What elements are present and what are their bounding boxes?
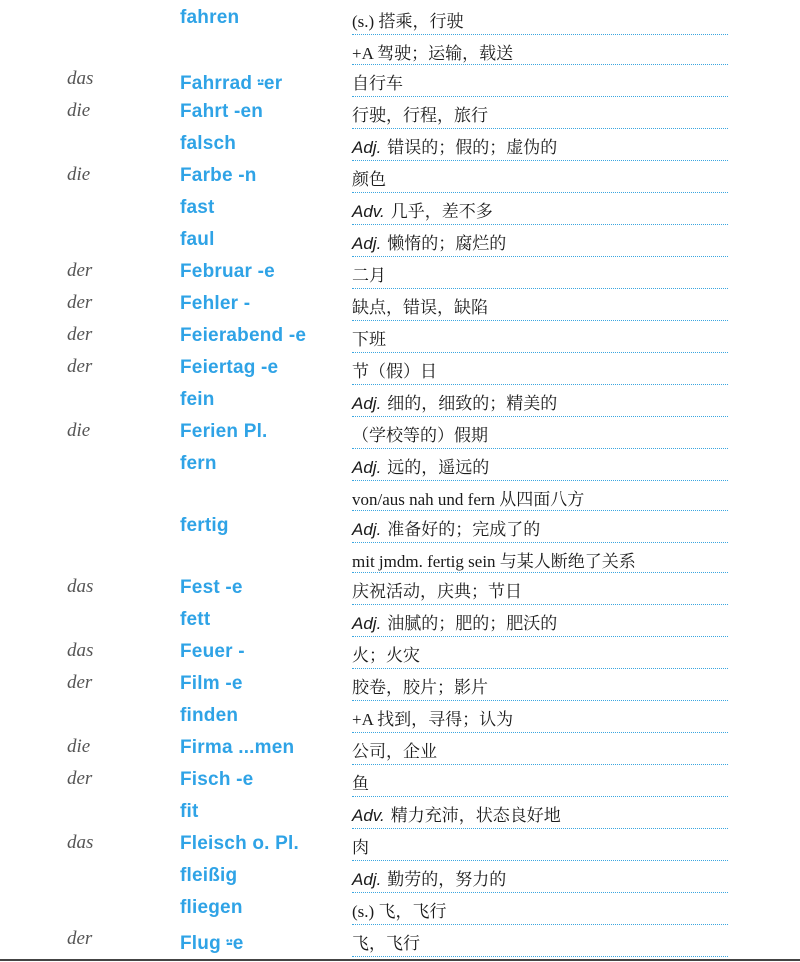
entry-meaning [352, 293, 488, 318]
entry-headword: Fleisch o. Pl. [180, 833, 299, 854]
entry-meaning [352, 69, 403, 94]
entry-headword: Firma ...men [180, 737, 295, 758]
entry-meaning-cell [352, 861, 728, 893]
entry-headword: fahren [180, 7, 240, 28]
vocab-entry [0, 637, 800, 669]
vocab-entry [0, 449, 800, 511]
entry-article: das [67, 576, 94, 597]
entry-meaning [352, 229, 506, 254]
entry-headword: Ferien Pl. [180, 421, 268, 442]
entry-main-line [0, 97, 800, 129]
vocab-entry [0, 701, 800, 733]
entry-meaning-cell [352, 637, 728, 669]
entry-article: der [67, 768, 93, 789]
vocab-entry [0, 669, 800, 701]
entry-meaning [352, 705, 513, 730]
entry-meaning [352, 165, 386, 190]
part-of-speech: Adv. [352, 202, 385, 221]
entry-headword: falsch [180, 133, 237, 154]
entry-main-line [0, 765, 800, 797]
entry-headword: Film -e [180, 673, 243, 694]
entry-headword: Fahrt -en [180, 101, 264, 122]
vocab-entry [0, 353, 800, 385]
entry-meaning [352, 737, 437, 762]
meaning-text: 庆祝活动，庆典；节日 [352, 582, 522, 601]
entry-main-line [0, 65, 800, 97]
entry-main-line [0, 605, 800, 637]
entry-headword: Fahrrad ⸚er [180, 73, 283, 94]
vocab-entry [0, 3, 800, 65]
meaning-text: 远的，遥远的 [387, 458, 490, 477]
entry-meaning [352, 769, 369, 794]
vocab-entry [0, 97, 800, 129]
entry-meaning-cell [352, 765, 728, 797]
entry-article: der [67, 672, 93, 693]
meaning-text: 错误的；假的；虚伪的 [387, 138, 558, 157]
entry-headword: fertig [180, 515, 229, 536]
entry-meaning [352, 133, 557, 158]
part-of-speech: Adv. [352, 806, 385, 825]
entry-meaning-cell [352, 701, 728, 733]
entry-meaning [352, 453, 489, 478]
meaning-text: 缺点，错误，缺陷 [352, 298, 488, 317]
entry-meaning [352, 897, 446, 922]
vocab-entry [0, 573, 800, 605]
entry-main-line [0, 161, 800, 193]
entry-article: der [67, 324, 93, 345]
entry-article: die [67, 736, 91, 757]
entry-meaning-cell [352, 193, 728, 225]
entry-headword: fliegen [180, 897, 243, 918]
entry-headword: Fisch -e [180, 769, 254, 790]
entry-meaning-cell [352, 385, 728, 417]
meaning-text: 自行车 [352, 74, 403, 93]
entry-meaning-cell [352, 829, 728, 861]
entry-meaning-cell [352, 573, 728, 605]
entry-extra-line [0, 543, 800, 573]
entry-meaning [352, 325, 386, 350]
entry-meaning [352, 547, 636, 572]
entry-headword: fit [180, 801, 199, 822]
vocab-entry [0, 193, 800, 225]
entry-main-line [0, 225, 800, 257]
entry-main-line [0, 861, 800, 893]
entry-headword: Feuer - [180, 641, 245, 662]
entry-headword: Fest -e [180, 577, 243, 598]
part-of-speech: Adj. [352, 870, 382, 889]
entry-headword: fleißig [180, 865, 238, 886]
entry-meaning-cell [352, 797, 728, 829]
vocab-entry [0, 797, 800, 829]
meaning-text: （学校等的）假期 [352, 426, 488, 445]
entry-meaning-cell [352, 129, 728, 161]
entry-main-line [0, 925, 800, 957]
entry-main-line [0, 511, 800, 543]
vocab-entry [0, 829, 800, 861]
meaning-text: 飞，飞行 [352, 934, 420, 953]
entry-meaning [352, 485, 584, 510]
vocab-entry [0, 161, 800, 193]
vocab-entry [0, 511, 800, 573]
meaning-text: 油腻的；肥的；肥沃的 [387, 614, 558, 633]
entry-main-line [0, 321, 800, 353]
vocabulary-list [0, 3, 800, 957]
entry-headword: finden [180, 705, 239, 726]
entry-main-line [0, 573, 800, 605]
entry-main-line [0, 449, 800, 481]
meaning-text: 准备好的；完成了的 [387, 520, 541, 539]
meaning-text: (s.) 飞，飞行 [352, 902, 447, 921]
entry-meaning [352, 357, 437, 382]
entry-headword: Flug ⸚e [180, 933, 244, 954]
entry-meaning-cell [352, 161, 728, 193]
entry-meaning-cell [352, 225, 728, 257]
entry-meaning [352, 261, 386, 286]
meaning-text: mit jmdm. fertig sein 与某人断绝了关系 [352, 552, 636, 571]
meaning-text: 火；火灾 [352, 646, 420, 665]
entry-meaning-cell [352, 65, 728, 97]
meaning-text: 精力充沛，状态良好地 [390, 806, 561, 825]
entry-headword: fern [180, 453, 217, 474]
entry-meaning [352, 515, 540, 540]
vocab-entry [0, 733, 800, 765]
entry-headword: Fehler - [180, 293, 251, 314]
entry-headword: Februar -e [180, 261, 275, 282]
vocab-entry [0, 257, 800, 289]
entry-main-line [0, 669, 800, 701]
part-of-speech: Adj. [352, 394, 382, 413]
meaning-text: 节（假）日 [352, 362, 437, 381]
meaning-text: 下班 [352, 330, 386, 349]
entry-meaning-cell [352, 449, 728, 481]
vocab-entry [0, 129, 800, 161]
meaning-text: 勤劳的，努力的 [387, 870, 507, 889]
entry-article: der [67, 260, 93, 281]
entry-meaning [352, 7, 463, 32]
entry-main-line [0, 893, 800, 925]
entry-main-line [0, 417, 800, 449]
vocab-entry [0, 385, 800, 417]
entry-extra-line [0, 481, 800, 511]
entry-headword: fett [180, 609, 211, 630]
meaning-text: +A 找到，寻得；认为 [352, 710, 514, 729]
entry-article: der [67, 928, 93, 949]
entry-headword: Farbe -n [180, 165, 257, 186]
entry-headword: fein [180, 389, 215, 410]
entry-main-line [0, 193, 800, 225]
entry-meaning-cell [352, 35, 728, 65]
vocab-entry [0, 417, 800, 449]
entry-meaning-cell [352, 3, 728, 35]
entry-article: der [67, 356, 93, 377]
entry-meaning-cell [352, 893, 728, 925]
entry-article: die [67, 100, 91, 121]
entry-meaning [352, 609, 557, 634]
page-bottom-border [0, 959, 800, 961]
entry-article: das [67, 640, 94, 661]
vocab-entry [0, 225, 800, 257]
entry-headword: fast [180, 197, 215, 218]
entry-meaning [352, 673, 488, 698]
meaning-text: 鱼 [352, 774, 369, 793]
entry-meaning-cell [352, 481, 728, 511]
meaning-text: 肉 [352, 838, 369, 857]
entry-main-line [0, 637, 800, 669]
vocab-entry [0, 861, 800, 893]
vocab-entry [0, 925, 800, 957]
entry-main-line [0, 385, 800, 417]
entry-meaning-cell [352, 733, 728, 765]
entry-meaning [352, 197, 493, 222]
entry-meaning-cell [352, 97, 728, 129]
entry-article: das [67, 832, 94, 853]
entry-meaning [352, 865, 506, 890]
entry-main-line [0, 829, 800, 861]
part-of-speech: Adj. [352, 138, 382, 157]
entry-meaning-cell [352, 257, 728, 289]
entry-meaning [352, 833, 369, 858]
entry-meaning-cell [352, 417, 728, 449]
entry-meaning [352, 101, 488, 126]
meaning-text: 细的，细致的；精美的 [387, 394, 558, 413]
meaning-text: 懒惰的；腐烂的 [387, 234, 507, 253]
entry-meaning [352, 39, 513, 64]
entry-headword: faul [180, 229, 215, 250]
entry-meaning-cell [352, 511, 728, 543]
entry-meaning-cell [352, 353, 728, 385]
part-of-speech: Adj. [352, 520, 382, 539]
entry-main-line [0, 353, 800, 385]
entry-main-line [0, 257, 800, 289]
meaning-text: 胶卷，胶片；影片 [352, 678, 488, 697]
meaning-text: 颜色 [352, 170, 386, 189]
meaning-text: (s.) 搭乘，行驶 [352, 12, 464, 31]
entry-main-line [0, 3, 800, 35]
vocab-entry [0, 321, 800, 353]
entry-meaning-cell [352, 543, 728, 573]
entry-meaning [352, 421, 488, 446]
entry-article: die [67, 420, 91, 441]
meaning-text: von/aus nah und fern 从四面八方 [352, 490, 585, 509]
meaning-text: 公司，企业 [352, 742, 437, 761]
meaning-text: 行驶，行程，旅行 [352, 106, 488, 125]
vocab-entry [0, 765, 800, 797]
meaning-text: 二月 [352, 266, 386, 285]
entry-article: die [67, 164, 91, 185]
entry-main-line [0, 129, 800, 161]
part-of-speech: Adj. [352, 458, 382, 477]
entry-meaning-cell [352, 321, 728, 353]
entry-meaning-cell [352, 605, 728, 637]
entry-article: der [67, 292, 93, 313]
part-of-speech: Adj. [352, 234, 382, 253]
entry-meaning [352, 577, 522, 602]
part-of-speech: Adj. [352, 614, 382, 633]
meaning-text: +A 驾驶；运输，载送 [352, 44, 514, 63]
entry-meaning [352, 801, 561, 826]
entry-meaning [352, 389, 557, 414]
entry-meaning-cell [352, 669, 728, 701]
entry-headword: Feierabend -e [180, 325, 307, 346]
meaning-text: 几乎，差不多 [390, 202, 493, 221]
entry-extra-line [0, 35, 800, 65]
entry-meaning [352, 641, 420, 666]
entry-main-line [0, 701, 800, 733]
vocab-entry [0, 289, 800, 321]
vocab-entry [0, 605, 800, 637]
entry-main-line [0, 289, 800, 321]
vocab-entry [0, 65, 800, 97]
entry-headword: Feiertag -e [180, 357, 279, 378]
entry-meaning-cell [352, 925, 728, 957]
entry-article: das [67, 68, 94, 89]
entry-main-line [0, 733, 800, 765]
entry-meaning [352, 929, 420, 954]
entry-main-line [0, 797, 800, 829]
vocab-entry [0, 893, 800, 925]
entry-meaning-cell [352, 289, 728, 321]
